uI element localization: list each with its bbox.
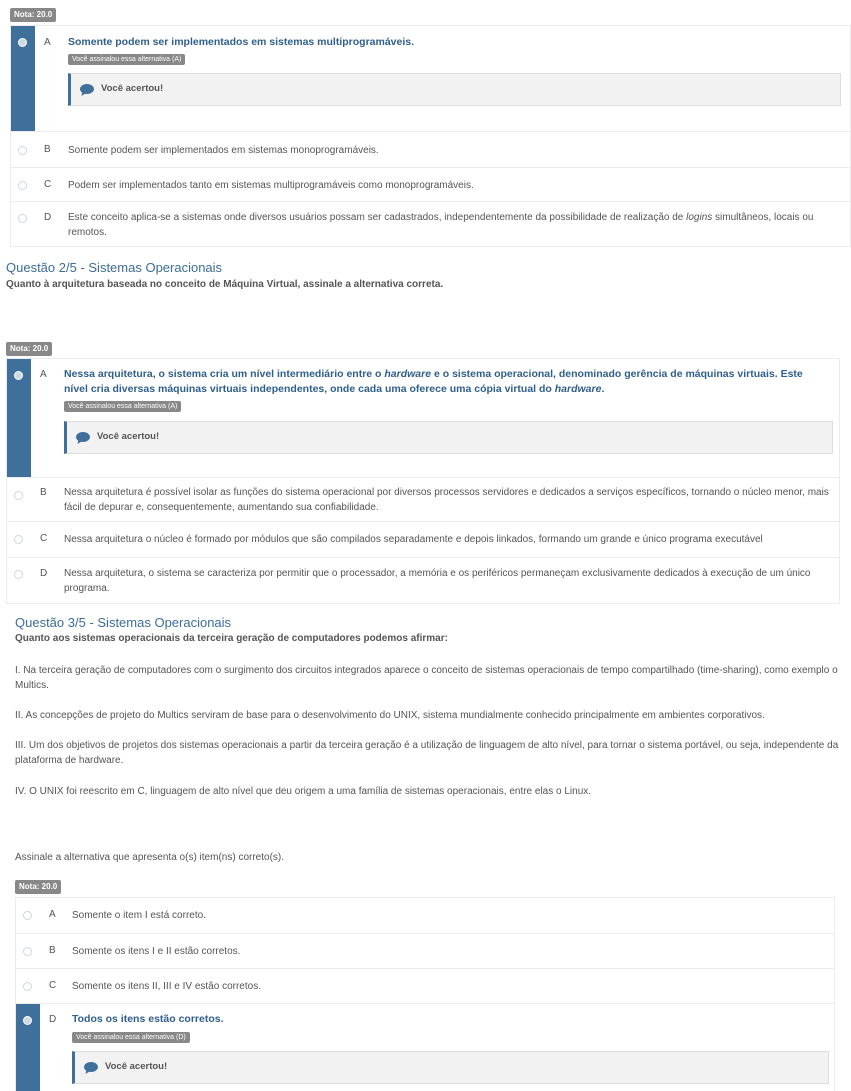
option-letter: B (49, 945, 56, 956)
statement-2: II. As concepções de projeto do Multics serviram de base para o desenvolvimento do UNIX, sistema mundialmente conhecido principalmente em ambientes corporativos. (15, 710, 765, 721)
option-letter: A (40, 369, 47, 380)
q1-option-c[interactable] (11, 167, 850, 201)
option-text: Este conceito aplica-se a sistemas onde diversos usuários possam ser cadastrados, independentemente da possibilidade de realização de logins simultâneos, locais ou remotos. (68, 212, 814, 238)
q1-option-d[interactable] (11, 201, 850, 248)
option-letter: A (44, 37, 51, 48)
statement-4: IV. O UNIX foi reescrito em C, linguagem de alto nível que deu origem a uma família de sistemas operacionais, entre elas o Linux. (15, 786, 592, 797)
comment-icon (76, 432, 90, 447)
option-text: Somente podem ser implementados em sistemas monoprogramáveis. (68, 145, 379, 156)
option-letter: A (49, 909, 56, 920)
grade-badge: Nota: 20.0 (10, 8, 56, 22)
feedback-text: Você acertou! (97, 431, 160, 442)
question-prompt: Quanto à arquitetura baseada no conceito de Máquina Virtual, assinale a alternativa correta. (6, 279, 444, 290)
option-letter: D (44, 212, 52, 223)
q1-option-b[interactable] (11, 131, 850, 167)
comment-icon (80, 84, 94, 99)
chosen-badge: Você assinalou essa alternativa (D) (72, 1032, 190, 1043)
option-letter: C (44, 179, 52, 190)
q2-option-a[interactable] (7, 359, 839, 477)
feedback-box (68, 73, 841, 106)
question-prompt: Quanto aos sistemas operacionais da terceira geração de computadores podemos afirmar: (15, 633, 448, 644)
option-text: Somente o item I está correto. (72, 910, 206, 921)
feedback-box (64, 421, 833, 454)
question-title: Questão 2/5 - Sistemas Operacionais (6, 260, 223, 275)
radio-button[interactable] (23, 911, 32, 920)
option-letter: C (49, 980, 57, 991)
q2-option-b[interactable] (7, 477, 839, 521)
radio-button[interactable] (18, 214, 27, 223)
option-text: Nessa arquitetura o núcleo é formado por módulos que são compilados separadamente e depois linkados, formando um grande e único programa executável (64, 534, 763, 545)
q2-option-c[interactable] (7, 521, 839, 557)
radio-button[interactable] (14, 570, 23, 579)
option-text: Somente os itens II, III e IV estão corretos. (72, 981, 261, 992)
question-instruction: Assinale a alternativa que apresenta o(s) item(ns) correto(s). (15, 852, 285, 863)
q3-option-b[interactable] (16, 933, 834, 968)
q3-options (15, 897, 835, 1091)
radio-button[interactable] (23, 947, 32, 956)
option-letter: B (40, 487, 47, 498)
option-letter: D (40, 568, 48, 579)
option-text: Nessa arquitetura, o sistema se caracteriza por permitir que o processador, a memória e os periféricos permaneçam exclusivamente dedicados à execução de um único programa. (64, 568, 811, 594)
chosen-badge: Você assinalou essa alternativa (A) (64, 401, 181, 412)
q1-options (10, 25, 851, 247)
radio-button[interactable] (14, 371, 23, 380)
feedback-text: Você acertou! (101, 83, 164, 94)
feedback-box (72, 1051, 829, 1084)
q2-option-d[interactable] (7, 557, 839, 605)
radio-button[interactable] (18, 181, 27, 190)
grade-badge: Nota: 20.0 (15, 880, 61, 894)
radio-button[interactable] (14, 535, 23, 544)
statement-3: III. Um dos objetivos de projetos dos sistemas operacionais a partir da terceira geração é a utilização de linguagem de alto nível, para tornar o sistema portável, ou seja, independente da plataforma de hardware. (15, 740, 839, 766)
option-letter: C (40, 533, 48, 544)
radio-button[interactable] (23, 982, 32, 991)
option-letter: D (49, 1014, 57, 1025)
radio-button[interactable] (23, 1016, 32, 1025)
q1-option-a[interactable] (11, 26, 850, 131)
statement-1: I. Na terceira geração de computadores com o surgimento dos circuitos integrados aparece o conceito de sistemas operacionais de tempo compartilhado (time-sharing), como exemplo o Multics. (15, 665, 838, 691)
grade-badge: Nota: 20.0 (6, 342, 52, 356)
option-text: Somente podem ser implementados em sistemas multiprogramáveis. (68, 36, 415, 48)
comment-icon (84, 1062, 98, 1077)
radio-button[interactable] (18, 38, 27, 47)
q3-option-d[interactable] (16, 1003, 834, 1091)
option-text: Podem ser implementados tanto em sistemas multiprogramáveis como monoprogramáveis. (68, 180, 474, 191)
q3-option-a[interactable] (16, 898, 834, 933)
option-text: Todos os itens estão corretos. (72, 1013, 224, 1025)
chosen-badge: Você assinalou essa alternativa (A) (68, 54, 185, 65)
question-title: Questão 3/5 - Sistemas Operacionais (15, 615, 232, 630)
option-letter: B (44, 144, 51, 155)
option-text: Somente os itens I e II estão corretos. (72, 946, 241, 957)
radio-button[interactable] (18, 146, 27, 155)
option-text: Nessa arquitetura é possível isolar as funções do sistema operacional por diversos processos servidores e dedicados a serviços específicos, tornando o núcleo menor, mais fácil de depurar e, consequentemente, aumentando sua confiabilidade. (64, 487, 829, 513)
q3-option-c[interactable] (16, 968, 834, 1003)
feedback-text: Você acertou! (105, 1061, 168, 1072)
option-text: Nessa arquitetura, o sistema cria um nível intermediário entre o hardware e o sistema operacional, denominado gerência de máquinas virtuais. Este nível cria diversas máquinas virtuais independentes, onde cada uma oferece uma cópia virtual do hardware. (64, 368, 803, 395)
q2-options (6, 358, 840, 604)
radio-button[interactable] (14, 491, 23, 500)
